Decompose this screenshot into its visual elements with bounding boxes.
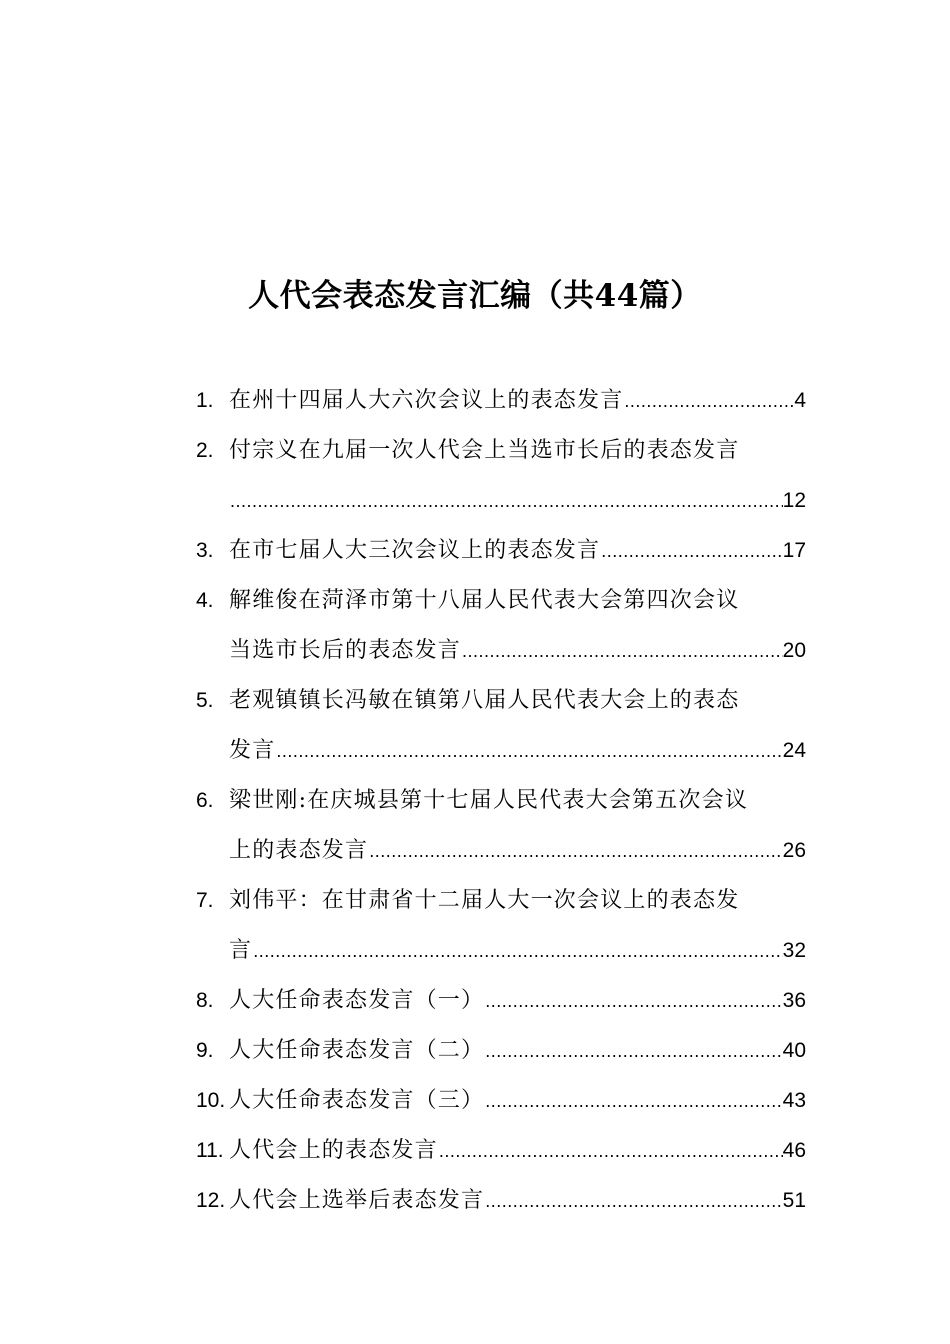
toc-entry-body [229,676,806,776]
toc-entry-title: 当选市长后的表态发言 [229,638,462,663]
toc-entry-body [229,1126,806,1176]
toc-entry-number: 8. [196,989,214,1012]
toc-entry-body [229,876,806,976]
toc-entry-line [229,1176,806,1226]
toc-entry[interactable] [196,376,806,426]
toc-entry-number: 1. [196,389,214,412]
toc-entry-title: 人大任命表态发言（一） [229,988,485,1013]
toc-entry-title: 人大任命表态发言（三） [229,1088,485,1113]
toc-entry-line [229,476,806,526]
toc-entry-title: 人代会上的表态发言 [229,1138,438,1163]
toc-entry[interactable] [196,426,806,526]
toc-page-number: 40 [782,1039,806,1062]
dot-leader [484,1076,782,1126]
toc-entry-number: 7. [196,889,214,912]
dot-leader [484,1026,782,1076]
toc-entry[interactable] [196,1176,806,1226]
toc-entry-number: 11. [196,1139,224,1162]
toc-entry[interactable] [196,526,806,576]
toc-page-number: 51 [782,1189,806,1212]
toc-entry-number: 2. [196,439,214,462]
dot-leader [252,926,782,976]
toc-page-number: 20 [782,639,806,662]
toc-entry-line [229,826,806,876]
toc-entry-number: 12. [196,1189,226,1212]
toc-entry[interactable] [196,1026,806,1076]
toc-entry-body [229,1176,806,1226]
dot-leader [461,626,783,676]
toc-page-number: 12 [782,489,806,512]
toc-entry[interactable] [196,976,806,1026]
dot-leader [229,476,783,526]
toc-entry-number: 4. [196,589,214,612]
toc-entry-title: 刘伟平：在甘肃省十二届人大一次会议上的表态发 [229,888,740,913]
toc-entry-body [229,526,806,576]
toc-entry-number: 5. [196,689,214,712]
toc-entry-line [229,426,806,476]
toc-entry-title: 解维俊在菏泽市第十八届人民代表大会第四次会议 [229,588,740,613]
toc-entry-number: 3. [196,539,214,562]
dot-leader [484,976,782,1026]
toc-entry-line [229,976,806,1026]
toc-entry-line [229,626,806,676]
toc-page-number: 4 [794,389,806,412]
dot-leader [438,1126,783,1176]
dot-leader [623,376,794,426]
dot-leader [275,726,782,776]
toc-entry-line [229,1126,806,1176]
toc-entry-line [229,526,806,576]
toc-entry-body [229,1026,806,1076]
document-title: 人代会表态发言汇编（共44篇） [248,278,702,314]
toc-entry-title: 在市七届人大三次会议上的表态发言 [229,538,601,563]
toc-entry-title: 人大任命表态发言（二） [229,1038,485,1063]
toc-entry-body [229,426,806,526]
toc-entry-line [229,776,806,826]
toc-entry-title: 付宗义在九届一次人代会上当选市长后的表态发言 [229,438,740,463]
toc-page-number: 46 [782,1139,806,1162]
toc-page-number: 17 [782,539,806,562]
toc-page-number: 24 [782,739,806,762]
toc-page-number: 36 [782,989,806,1012]
toc-entry-body [229,776,806,876]
toc-entry-title: 在州十四届人大六次会议上的表态发言 [229,388,624,413]
toc-entry-line [229,376,806,426]
toc-entry[interactable] [196,876,806,976]
toc-entry-body [229,1076,806,1126]
toc-entry-body [229,376,806,426]
toc-entry-line [229,676,806,726]
toc-entry-line [229,926,806,976]
dot-leader [600,526,782,576]
toc-entry[interactable] [196,676,806,776]
toc-entry-number: 6. [196,789,214,812]
toc-entry-number: 10. [196,1089,226,1112]
toc-entry-line [229,876,806,926]
toc-entry-line [229,1026,806,1076]
dot-leader [484,1176,782,1226]
toc-entry[interactable] [196,576,806,676]
toc-entry-line [229,576,806,626]
table-of-contents [196,376,806,1226]
toc-page-number: 26 [782,839,806,862]
toc-entry[interactable] [196,1076,806,1126]
toc-entry-title: 梁世刚:在庆城县第十七届人民代表大会第五次会议 [229,788,749,813]
toc-entry-title: 上的表态发言 [229,838,369,863]
toc-entry-title: 言 [229,938,253,963]
toc-page-number: 43 [782,1089,806,1112]
toc-entry[interactable] [196,776,806,876]
toc-entry-body [229,976,806,1026]
toc-entry-line [229,726,806,776]
toc-page-number: 32 [782,939,806,962]
toc-entry-number: 9. [196,1039,214,1062]
toc-entry-title: 发言 [229,738,276,763]
toc-entry[interactable] [196,1126,806,1176]
toc-entry-title: 老观镇镇长冯敏在镇第八届人民代表大会上的表态 [229,688,740,713]
toc-entry-line [229,1076,806,1126]
dot-leader [368,826,782,876]
toc-entry-body [229,576,806,676]
toc-entry-title: 人代会上选举后表态发言 [229,1188,485,1213]
